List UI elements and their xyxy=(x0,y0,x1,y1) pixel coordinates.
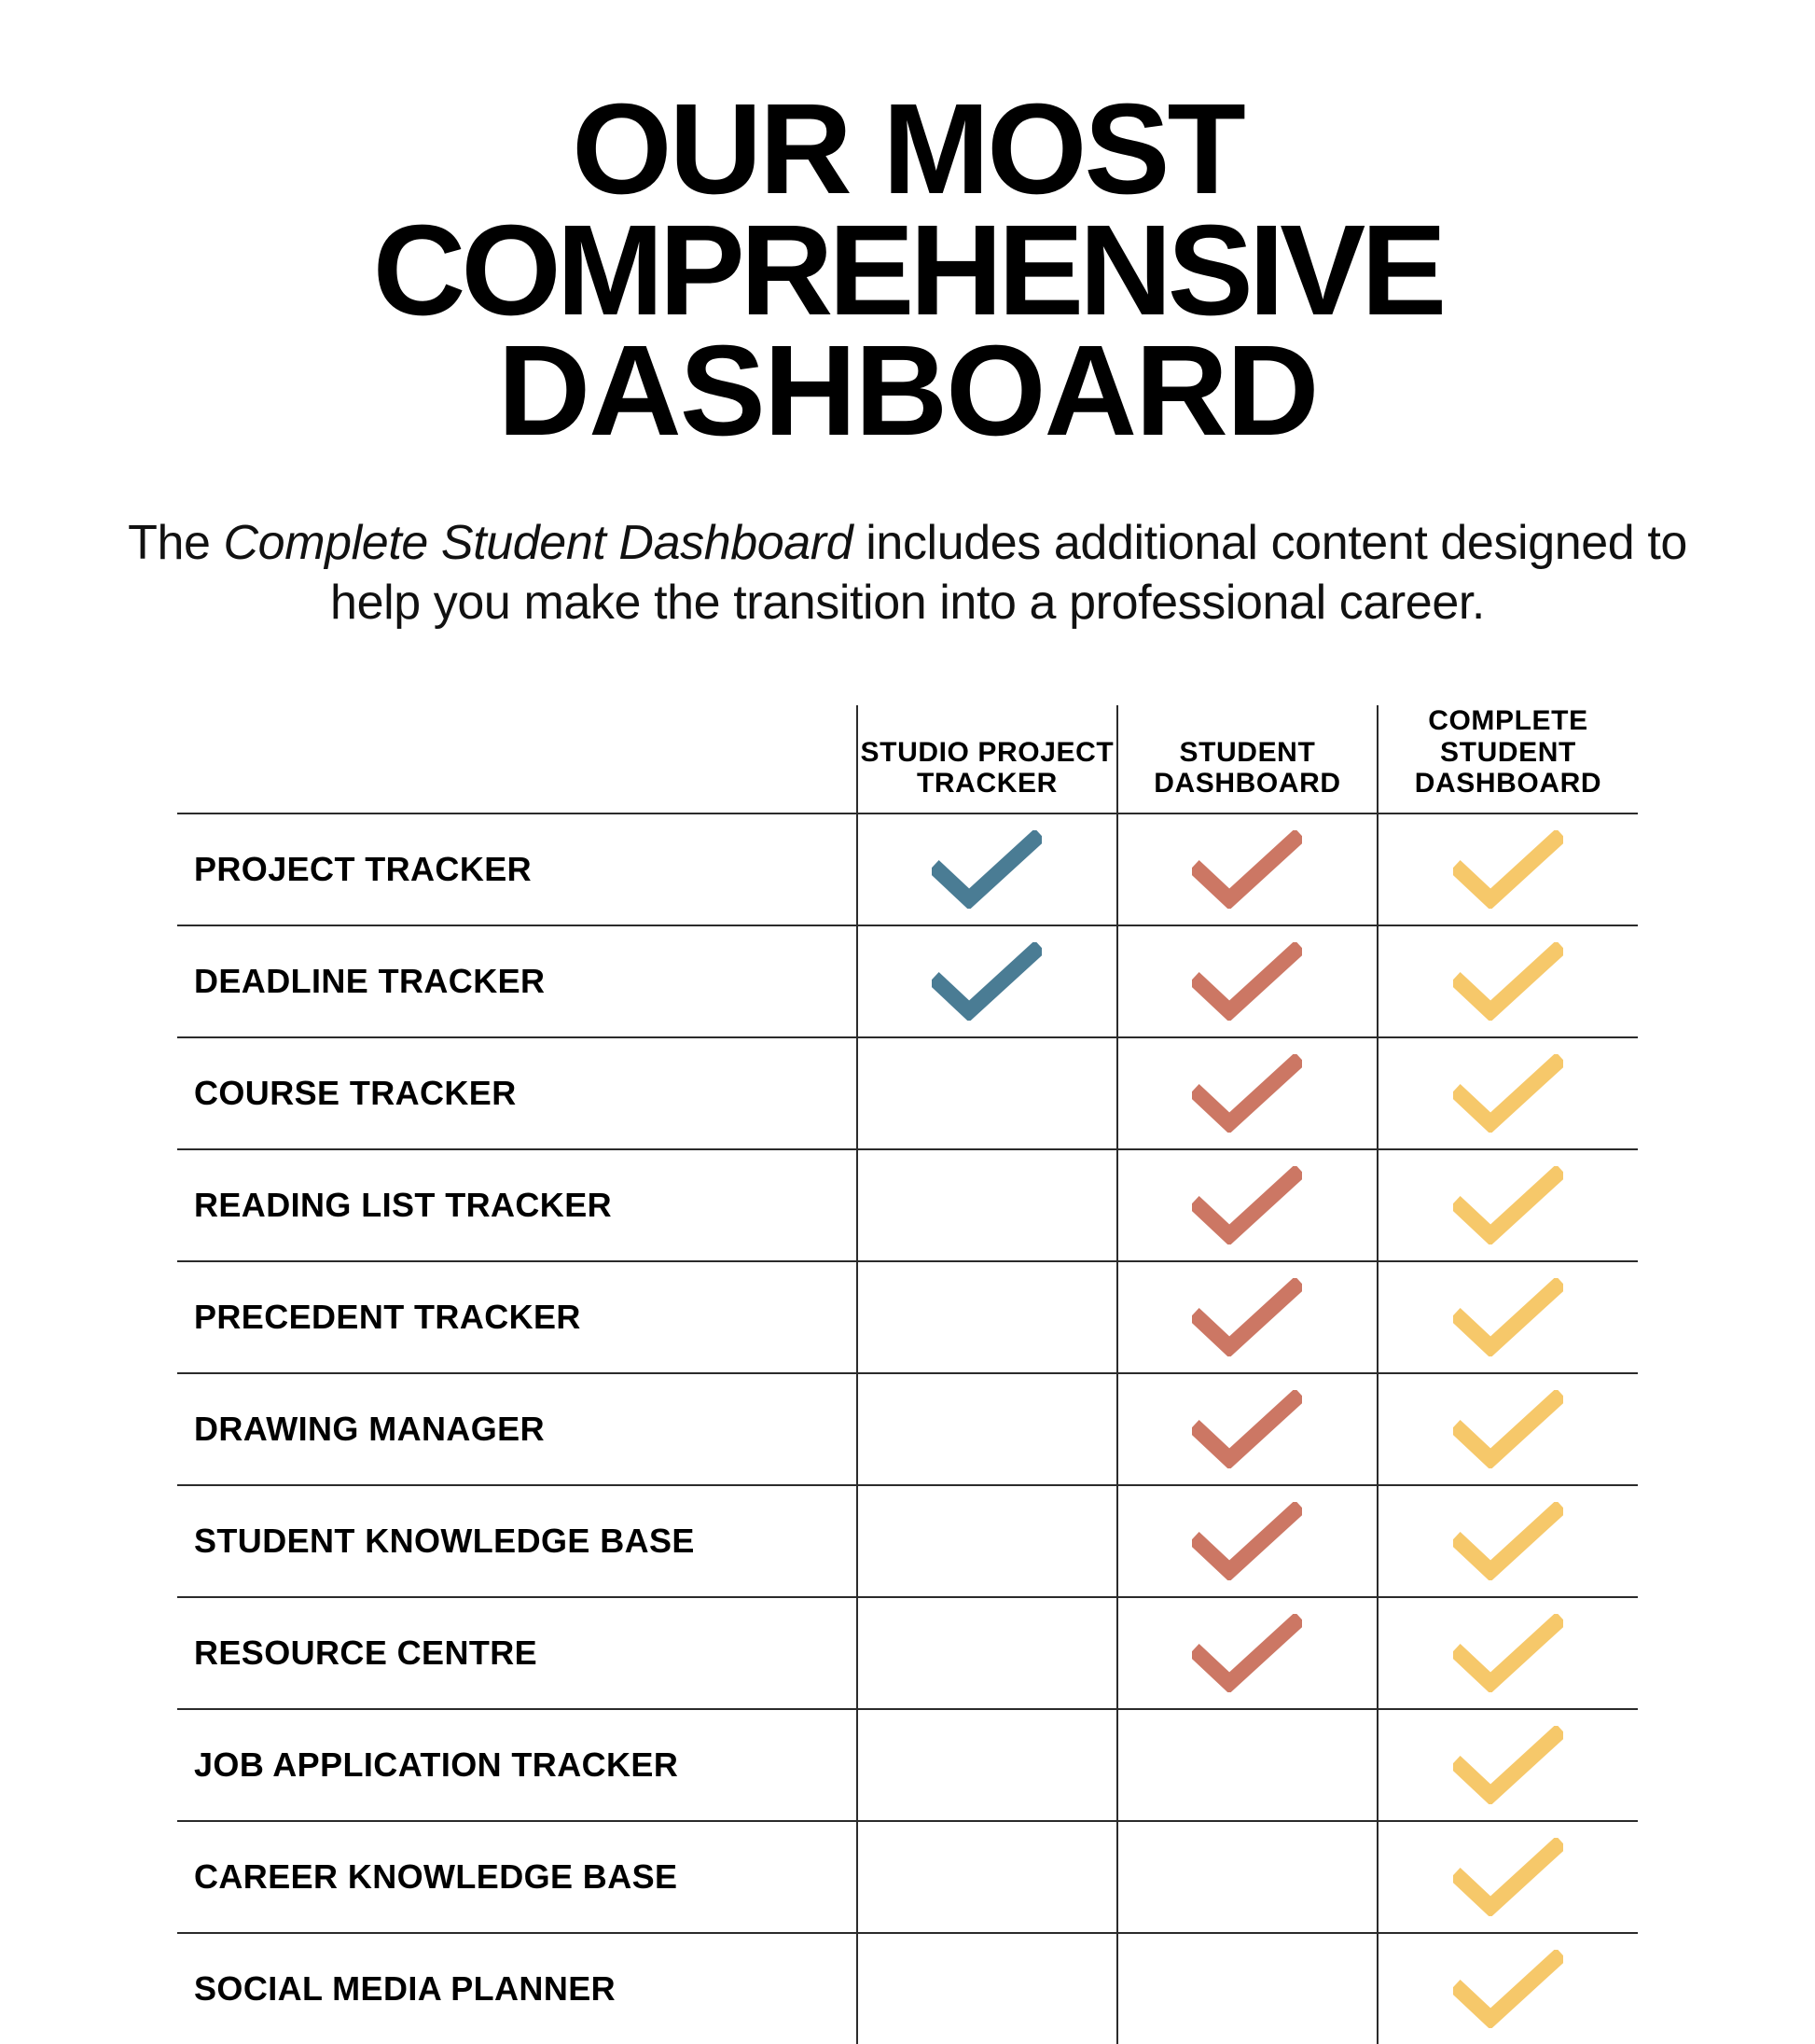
table-row xyxy=(177,1261,1638,1373)
cell-complete-student-dashboard xyxy=(1378,1149,1638,1261)
cell-studio-project-tracker xyxy=(857,1037,1117,1149)
checkmark-icon xyxy=(1453,1614,1563,1692)
cell-empty xyxy=(932,1051,1042,1130)
cell-studio-project-tracker xyxy=(857,1597,1117,1709)
cell-empty xyxy=(932,1163,1042,1242)
cell-empty xyxy=(932,1499,1042,1578)
cell-empty xyxy=(1192,1947,1302,2025)
cell-complete-student-dashboard xyxy=(1378,1373,1638,1485)
cell-complete-student-dashboard xyxy=(1378,1821,1638,1933)
checkmark-icon xyxy=(932,942,1042,1021)
cell-empty xyxy=(932,1723,1042,1801)
feature-label: READING LIST TRACKER xyxy=(177,1149,857,1261)
table-row xyxy=(177,1709,1638,1821)
cell-student-dashboard xyxy=(1117,1037,1378,1149)
cell-student-dashboard xyxy=(1117,1821,1378,1933)
table-row xyxy=(177,1597,1638,1709)
cell-studio-project-tracker xyxy=(857,1709,1117,1821)
page-title-line-3: DASHBOARD xyxy=(497,319,1318,464)
checkmark-icon xyxy=(1453,1278,1563,1356)
cell-studio-project-tracker xyxy=(857,1373,1117,1485)
cell-student-dashboard xyxy=(1117,1485,1378,1597)
cell-studio-project-tracker xyxy=(857,1821,1117,1933)
feature-label: DEADLINE TRACKER xyxy=(177,925,857,1037)
checkmark-icon xyxy=(1192,1278,1302,1356)
checkmark-icon xyxy=(1192,942,1302,1021)
cell-empty xyxy=(932,1611,1042,1689)
checkmark-icon xyxy=(1192,1390,1302,1468)
table-header xyxy=(177,705,1638,813)
checkmark-icon xyxy=(1453,1838,1563,1916)
feature-label: CAREER KNOWLEDGE BASE xyxy=(177,1821,857,1933)
table-body xyxy=(177,813,1638,2044)
cell-empty xyxy=(932,1947,1042,2025)
checkmark-icon xyxy=(1453,942,1563,1021)
cell-student-dashboard xyxy=(1117,1149,1378,1261)
feature-label: PROJECT TRACKER xyxy=(177,813,857,925)
cell-student-dashboard xyxy=(1117,1261,1378,1373)
page-title-line-1: OUR MOST xyxy=(572,77,1243,221)
subtitle-product-name: Complete Student Dashboard xyxy=(223,516,853,571)
cell-student-dashboard xyxy=(1117,813,1378,925)
feature-label: PRECEDENT TRACKER xyxy=(177,1261,857,1373)
checkmark-icon xyxy=(1453,1054,1563,1133)
table-row xyxy=(177,1037,1638,1149)
page-title xyxy=(65,0,1750,464)
cell-complete-student-dashboard xyxy=(1378,1933,1638,2044)
cell-complete-student-dashboard xyxy=(1378,1485,1638,1597)
cell-empty xyxy=(1192,1723,1302,1801)
table-row xyxy=(177,1485,1638,1597)
checkmark-icon xyxy=(1192,1166,1302,1244)
cell-complete-student-dashboard xyxy=(1378,1261,1638,1373)
cell-student-dashboard xyxy=(1117,925,1378,1037)
feature-label: COURSE TRACKER xyxy=(177,1037,857,1149)
column-header-complete-student-dashboard: COMPLETE STUDENT DASHBOARD xyxy=(1378,705,1638,813)
table-row xyxy=(177,1933,1638,2044)
checkmark-icon xyxy=(1453,1166,1563,1244)
page-title-line-2: COMPREHENSIVE xyxy=(372,198,1443,342)
table-row xyxy=(177,813,1638,925)
column-header-studio-project-tracker: STUDIO PROJECT TRACKER xyxy=(857,705,1117,813)
feature-label: SOCIAL MEDIA PLANNER xyxy=(177,1933,857,2044)
checkmark-icon xyxy=(1453,1502,1563,1580)
cell-studio-project-tracker xyxy=(857,813,1117,925)
cell-studio-project-tracker xyxy=(857,1261,1117,1373)
cell-student-dashboard xyxy=(1117,1933,1378,2044)
cell-student-dashboard xyxy=(1117,1373,1378,1485)
feature-comparison-table-wrapper xyxy=(65,705,1750,2044)
cell-empty xyxy=(1192,1835,1302,1913)
checkmark-icon xyxy=(1453,1390,1563,1468)
column-header-feature xyxy=(177,705,857,813)
feature-label: JOB APPLICATION TRACKER xyxy=(177,1709,857,1821)
checkmark-icon xyxy=(1453,830,1563,909)
cell-studio-project-tracker xyxy=(857,1485,1117,1597)
table-row xyxy=(177,1821,1638,1933)
cell-complete-student-dashboard xyxy=(1378,1037,1638,1149)
table-row xyxy=(177,1149,1638,1261)
feature-label: RESOURCE CENTRE xyxy=(177,1597,857,1709)
table-row xyxy=(177,925,1638,1037)
subtitle-text-after: includes additional content designed to help you make the transition into a professional career. xyxy=(330,516,1687,630)
cell-student-dashboard xyxy=(1117,1597,1378,1709)
checkmark-icon xyxy=(1192,1054,1302,1133)
feature-comparison-table xyxy=(177,705,1638,2044)
cell-student-dashboard xyxy=(1117,1709,1378,1821)
cell-studio-project-tracker xyxy=(857,1149,1117,1261)
feature-label: STUDENT KNOWLEDGE BASE xyxy=(177,1485,857,1597)
cell-complete-student-dashboard xyxy=(1378,1709,1638,1821)
page-subtitle xyxy=(115,514,1700,633)
checkmark-icon xyxy=(1192,830,1302,909)
cell-studio-project-tracker xyxy=(857,925,1117,1037)
cell-complete-student-dashboard xyxy=(1378,813,1638,925)
feature-label: DRAWING MANAGER xyxy=(177,1373,857,1485)
cell-empty xyxy=(932,1275,1042,1354)
checkmark-icon xyxy=(1192,1614,1302,1692)
checkmark-icon xyxy=(1192,1502,1302,1580)
subtitle-text-before: The xyxy=(128,516,224,571)
checkmark-icon xyxy=(932,830,1042,909)
checkmark-icon xyxy=(1453,1950,1563,2028)
cell-studio-project-tracker xyxy=(857,1933,1117,2044)
column-header-student-dashboard: STUDENT DASHBOARD xyxy=(1117,705,1378,813)
cell-empty xyxy=(932,1387,1042,1466)
cell-complete-student-dashboard xyxy=(1378,1597,1638,1709)
checkmark-icon xyxy=(1453,1726,1563,1804)
cell-empty xyxy=(932,1835,1042,1913)
table-row xyxy=(177,1373,1638,1485)
cell-complete-student-dashboard xyxy=(1378,925,1638,1037)
table-header-row xyxy=(177,705,1638,813)
